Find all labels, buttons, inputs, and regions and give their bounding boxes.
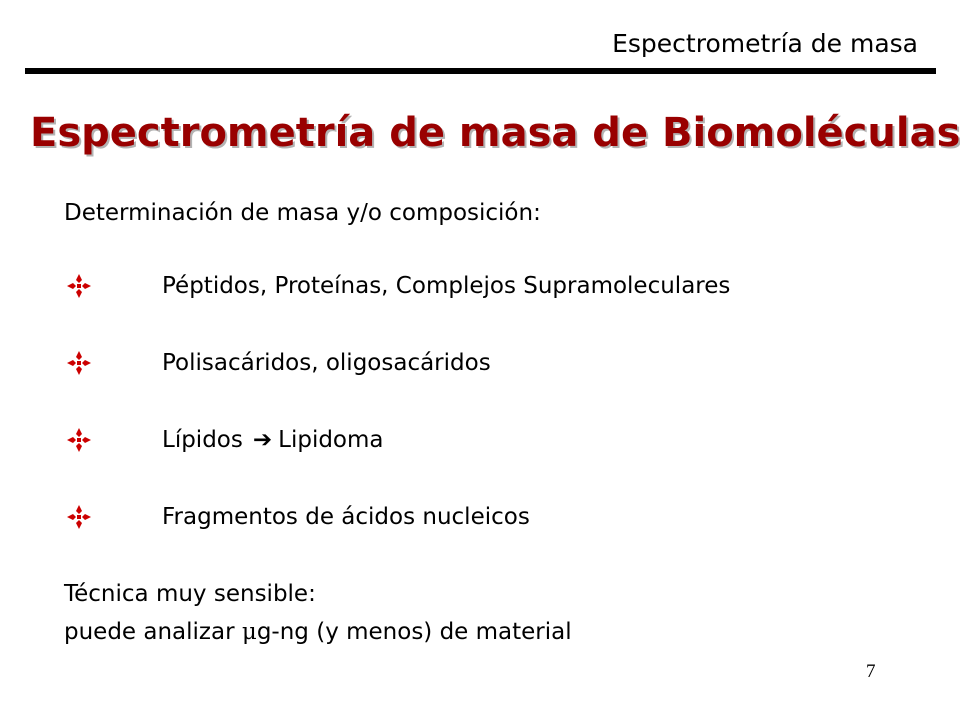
bullet-item-lipidos	[162, 425, 384, 455]
technique-line-2-prefix: puede analizar	[64, 619, 235, 645]
bullet-item-lipidoma-label: Lipidoma	[278, 427, 384, 453]
diamond-bullet-icon	[66, 350, 92, 376]
page-number: 7	[866, 661, 876, 682]
technique-line-2	[64, 617, 572, 647]
diamond-bullet-icon	[66, 273, 92, 299]
bullet-item-lipidos-label: Lípidos	[162, 427, 243, 453]
technique-line-2-suffix: g-ng (y menos) de material	[256, 619, 572, 645]
diamond-bullet-icon	[66, 504, 92, 530]
right-arrow-icon: ➔	[252, 427, 273, 453]
header-divider	[25, 68, 936, 74]
bullet-item-peptidos: Péptidos, Proteínas, Complejos Supramoleculares	[162, 273, 731, 299]
bullet-item-polisacaridos: Polisacáridos, oligosacáridos	[162, 350, 491, 376]
technique-line-1: Técnica muy sensible:	[64, 581, 316, 607]
bullet-item-fragmentos: Fragmentos de ácidos nucleicos	[162, 504, 530, 530]
intro-text: Determinación de masa y/o composición:	[64, 200, 541, 226]
micro-symbol: μ	[241, 619, 257, 645]
slide-title: Espectrometría de masa de Biomoléculas	[30, 110, 960, 156]
header-title: Espectrometría de masa	[612, 29, 918, 58]
diamond-bullet-icon	[66, 427, 92, 453]
